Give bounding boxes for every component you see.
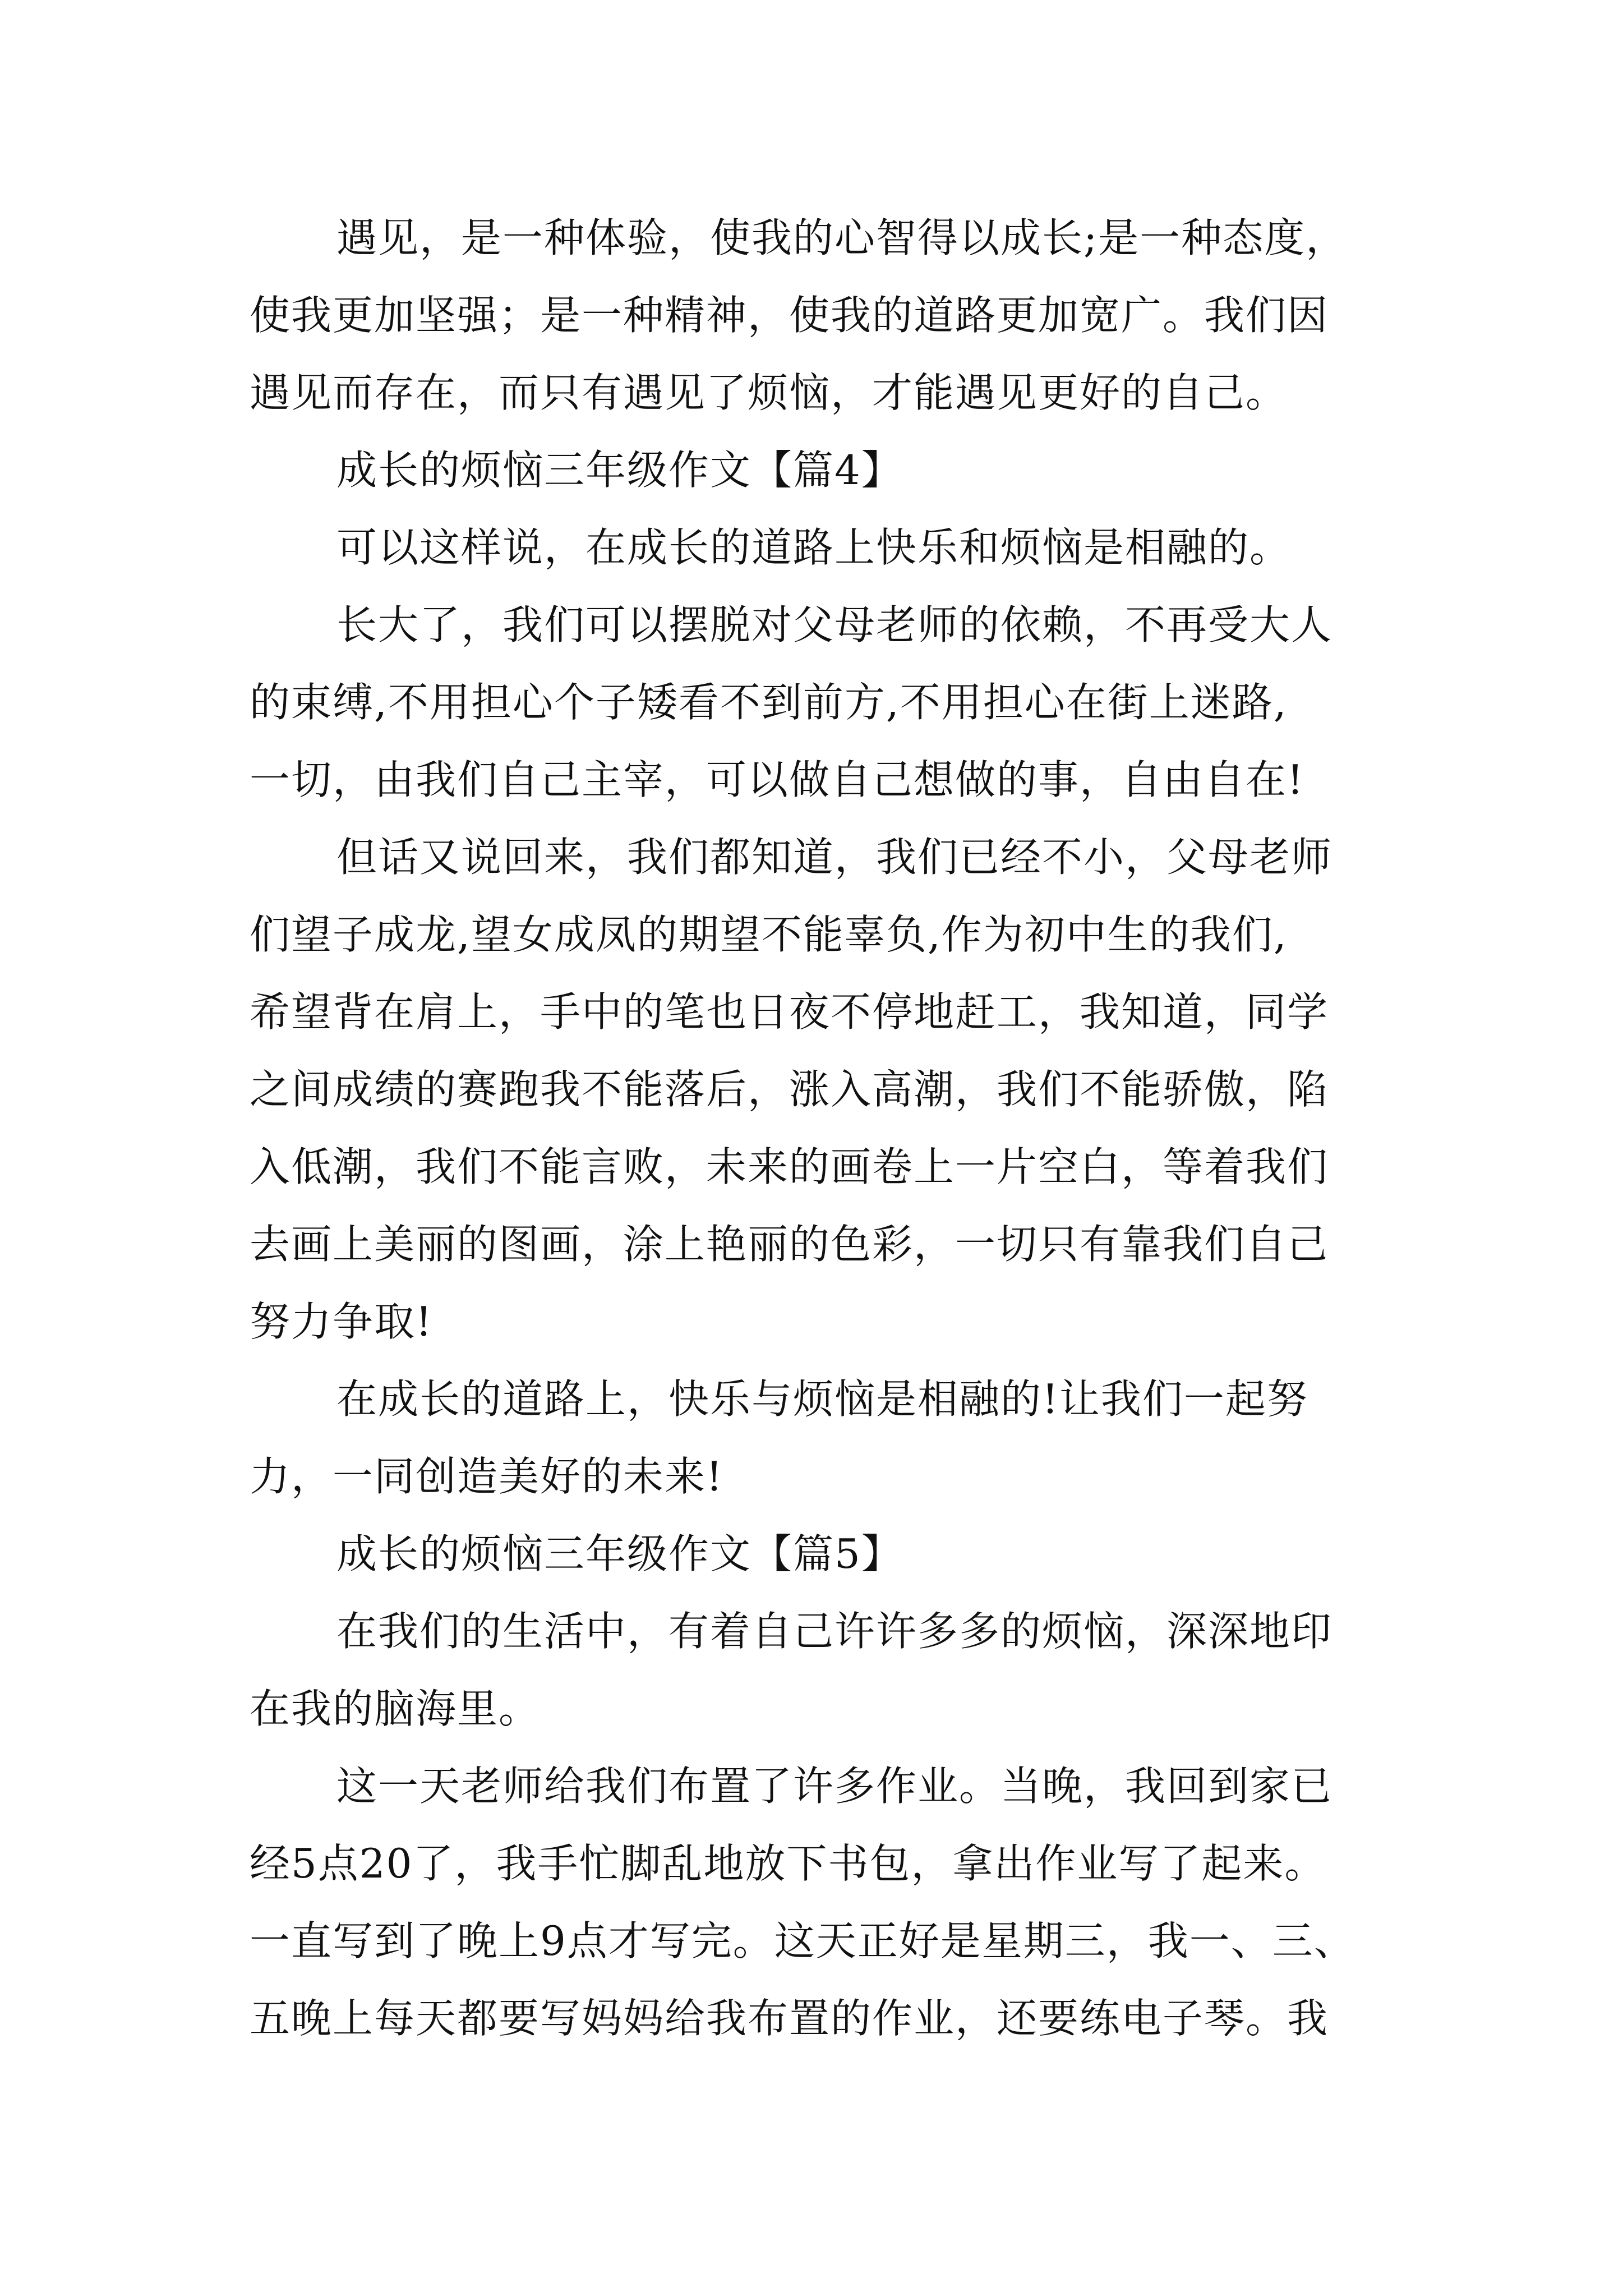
text-line: 使我更加坚强；是一种精神，使我的道路更加宽广。我们因: [250, 292, 1329, 339]
paragraph-meeting: [250, 199, 1388, 431]
text-line: 之间成绩的赛跑我不能落后，涨入高潮，我们不能骄傲，陷: [250, 1066, 1329, 1113]
text-line: 一直写到了晚上9点才写完。这天正好是星期三，我一、三、: [250, 1917, 1355, 1964]
text-line: 遇见，是一种体验，使我的心智得以成长;是一种态度，: [336, 214, 1348, 261]
paragraph-expectations: [250, 818, 1388, 1360]
text-line: 努力争取!: [250, 1298, 433, 1345]
text-line: 在我的脑海里。: [250, 1685, 541, 1732]
text-line: 但话又说回来，我们都知道，我们已经不小，父母老师: [336, 834, 1333, 881]
paragraph-growing-up: [250, 586, 1388, 818]
text-line: 力，一同创造美好的未来!: [250, 1453, 723, 1500]
text-line: 在我们的生活中，有着自己许许多多的烦恼，深深地印: [336, 1608, 1333, 1655]
text-line: 一切，由我们自己主宰，可以做自己想做的事，自由自在!: [250, 756, 1304, 803]
section-heading-5: 成长的烦恼三年级作文【篇5】: [336, 1530, 903, 1577]
text-line: 这一天老师给我们布置了许多作业。当晚，我回到家已: [336, 1763, 1333, 1810]
text-line: 希望背在肩上，手中的笔也日夜不停地赶工，我知道，同学: [250, 988, 1329, 1036]
text-line: 五晚上每天都要写妈妈给我布置的作业，还要练电子琴。我: [250, 1995, 1329, 2042]
text-line: 去画上美丽的图画，涂上艳丽的色彩，一切只有靠我们自己: [250, 1221, 1329, 1268]
text-line: 的束缚,不用担心个子矮看不到前方,不用担心在街上迷路,: [250, 679, 1288, 726]
text-line: 们望子成龙,望女成凤的期望不能辜负,作为初中生的我们,: [250, 911, 1288, 958]
section-heading-4: 成长的烦恼三年级作文【篇4】: [336, 447, 903, 494]
document-page: [250, 199, 1388, 2057]
text-line: 遇见而存在，而只有遇见了烦恼，才能遇见更好的自己。: [250, 369, 1288, 416]
text-line: 长大了，我们可以摆脱对父母老师的依赖，不再受大人: [336, 601, 1333, 648]
paragraph-intro-5: [250, 1593, 1388, 1747]
text-line: 经5点20了，我手忙脚乱地放下书包，拿出作业写了起来。: [250, 1840, 1326, 1887]
paragraph-conclusion-4: [250, 1360, 1388, 1515]
text-line: 可以这样说，在成长的道路上快乐和烦恼是相融的。: [336, 524, 1292, 571]
paragraph-homework: [250, 1747, 1388, 2057]
text-line: 入低潮，我们不能言败，未来的画卷上一片空白，等着我们: [250, 1143, 1329, 1190]
text-line: 在成长的道路上，快乐与烦恼是相融的!让我们一起努: [336, 1375, 1308, 1423]
paragraph-intro-4: [250, 509, 1388, 586]
